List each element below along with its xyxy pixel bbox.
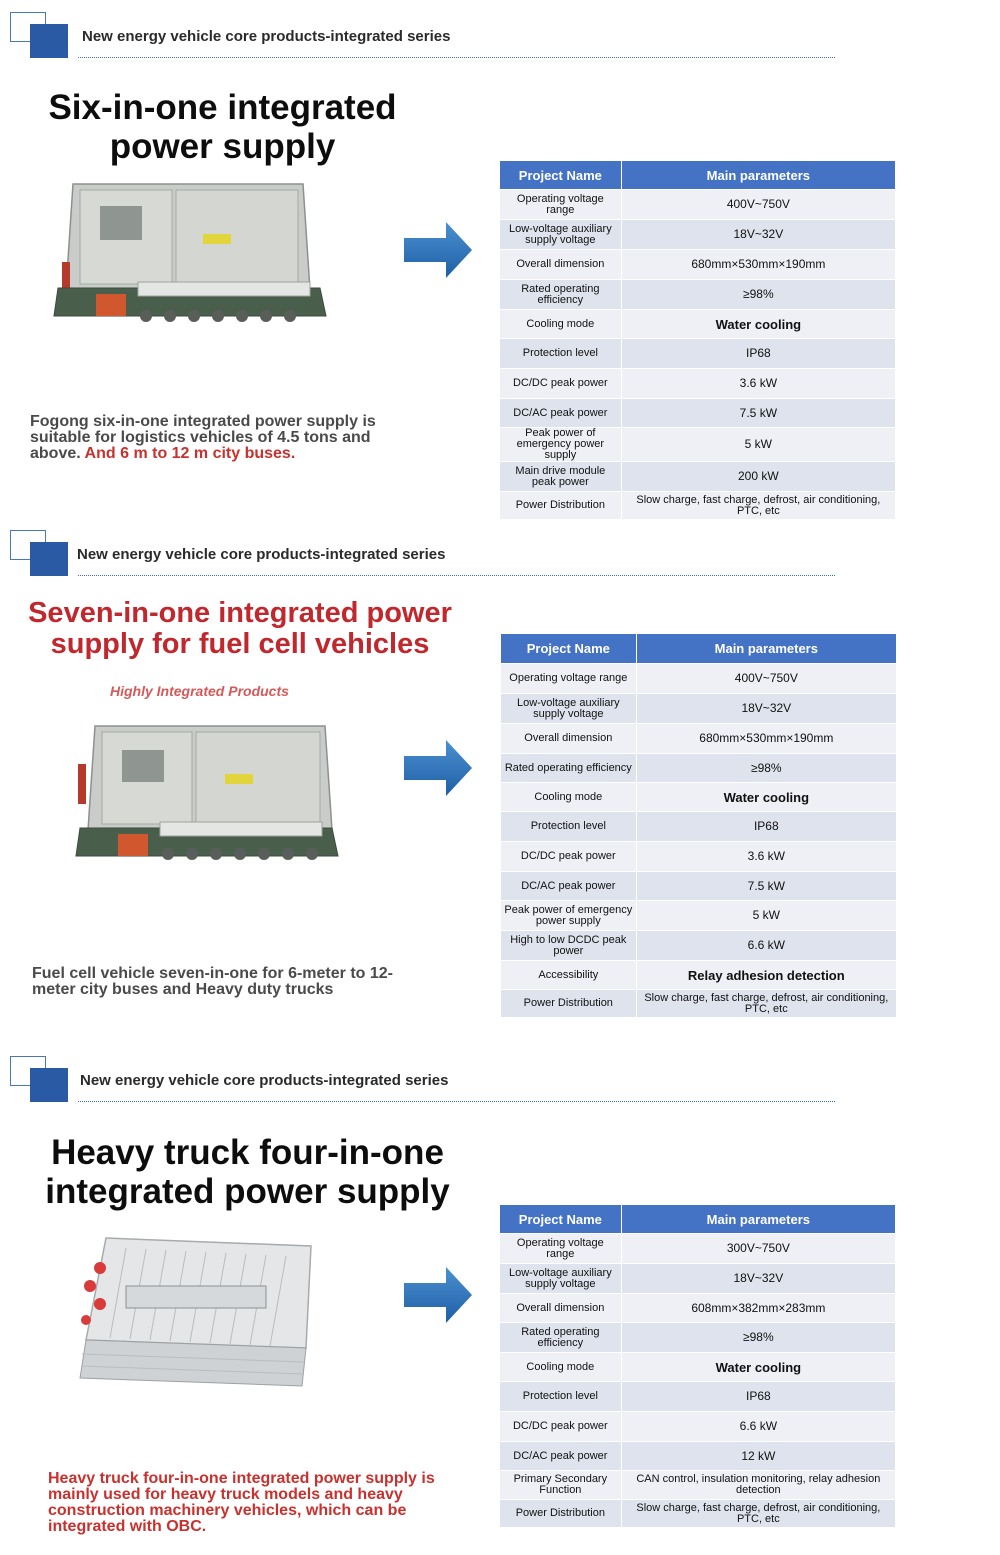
table-row-label: Power Distribution bbox=[500, 492, 622, 520]
table-row-label: DC/DC peak power bbox=[501, 842, 637, 872]
table-row-label: Low-voltage auxiliary supply voltage bbox=[500, 1264, 622, 1294]
table-row-value: 680mm×530mm×190mm bbox=[621, 250, 895, 280]
table-row-label: Low-voltage auxiliary supply voltage bbox=[500, 220, 622, 250]
table-header-project-name: Project Name bbox=[501, 634, 637, 664]
table-row-value: Water cooling bbox=[621, 1353, 895, 1382]
header-divider bbox=[78, 575, 835, 576]
six-in-one-product-image bbox=[48, 178, 348, 328]
table-row-label: Overall dimension bbox=[500, 250, 622, 280]
section-2-description: Fuel cell vehicle seven-in-one for 6-meter to 12-meter city buses and Heavy duty trucks bbox=[32, 965, 393, 998]
table-row-value: IP68 bbox=[636, 812, 896, 842]
table-row-value: 7.5 kW bbox=[636, 872, 896, 901]
section-1-params-table bbox=[499, 160, 896, 520]
table-row-value: Relay adhesion detection bbox=[636, 961, 896, 990]
table-row-label: DC/DC peak power bbox=[500, 369, 622, 399]
header-text: New energy vehicle core products-integrated series bbox=[77, 546, 446, 563]
section-1-description: Fogong six-in-one integrated power supply is suitable for logistics vehicles of 4.5 tons and above. And 6 m to 12 m city buses. bbox=[30, 413, 376, 462]
section-2-header bbox=[10, 530, 840, 580]
table-row-label: Main drive module peak power bbox=[500, 462, 622, 492]
section-1-title: Six-in-one integrated power supply bbox=[48, 88, 397, 167]
table-row-value: ≥98% bbox=[621, 280, 895, 310]
table-row-label: Cooling mode bbox=[500, 310, 622, 339]
table-row-value: 18V~32V bbox=[621, 1264, 895, 1294]
table-row-label: Cooling mode bbox=[501, 783, 637, 812]
table-row-label: Protection level bbox=[501, 812, 637, 842]
table-row-label: DC/AC peak power bbox=[500, 1442, 622, 1471]
table-row-value: IP68 bbox=[621, 339, 895, 369]
table-row-label: Rated operating efficiency bbox=[500, 1323, 622, 1353]
arrow-right-icon bbox=[404, 740, 474, 796]
section-3-title: Heavy truck four-in-one integrated power supply bbox=[45, 1133, 450, 1212]
section-2-title: Seven-in-one integrated power supply for fuel cell vehicles bbox=[28, 597, 452, 660]
table-row-label: Rated operating efficiency bbox=[500, 280, 622, 310]
table-row-value: 3.6 kW bbox=[636, 842, 896, 872]
table-row-label: Operating voltage range bbox=[501, 664, 637, 694]
table-row-value: 200 kW bbox=[621, 462, 895, 492]
table-row-value: Slow charge, fast charge, defrost, air conditioning, PTC, etc bbox=[621, 1500, 895, 1528]
table-header-main-parameters: Main parameters bbox=[636, 634, 896, 664]
table-row-label: Low-voltage auxiliary supply voltage bbox=[501, 694, 637, 724]
table-row-value: 400V~750V bbox=[636, 664, 896, 694]
table-row-value: 18V~32V bbox=[621, 220, 895, 250]
table-header-project-name: Project Name bbox=[500, 161, 622, 190]
table-row-label: DC/AC peak power bbox=[500, 399, 622, 428]
table-row-label: High to low DCDC peak power bbox=[501, 931, 637, 961]
arrow-right-icon bbox=[404, 1267, 474, 1323]
header-square-fill bbox=[30, 24, 68, 58]
header-text: New energy vehicle core products-integrated series bbox=[82, 28, 451, 45]
table-row-label: Power Distribution bbox=[500, 1500, 622, 1528]
arrow-right-icon bbox=[404, 222, 474, 278]
table-header-main-parameters: Main parameters bbox=[621, 161, 895, 190]
table-row-label: Accessibility bbox=[501, 961, 637, 990]
section-2-subtitle: Highly Integrated Products bbox=[110, 683, 289, 699]
table-row-label: Cooling mode bbox=[500, 1353, 622, 1382]
table-row-label: Peak power of emergency power supply bbox=[500, 428, 622, 462]
table-row-label: Operating voltage range bbox=[500, 1234, 622, 1264]
table-row-value: 3.6 kW bbox=[621, 369, 895, 399]
table-row-label: Rated operating efficiency bbox=[501, 754, 637, 783]
section-2-params-table bbox=[500, 633, 897, 1018]
table-row-label: Overall dimension bbox=[500, 1294, 622, 1323]
table-row-value: CAN control, insulation monitoring, relay adhesion detection bbox=[621, 1471, 895, 1500]
header-divider bbox=[78, 1101, 835, 1102]
header-text: New energy vehicle core products-integrated series bbox=[80, 1072, 449, 1089]
table-row-value: 5 kW bbox=[636, 901, 896, 931]
section-3-params-table bbox=[499, 1204, 896, 1528]
four-in-one-product-image bbox=[66, 1228, 326, 1398]
table-row-value: 680mm×530mm×190mm bbox=[636, 724, 896, 754]
table-row-value: ≥98% bbox=[636, 754, 896, 783]
table-header-project-name: Project Name bbox=[500, 1205, 622, 1234]
section-1-header bbox=[10, 12, 840, 62]
header-divider bbox=[78, 57, 835, 58]
section-3-header bbox=[10, 1056, 840, 1106]
table-row-value: Slow charge, fast charge, defrost, air conditioning, PTC, etc bbox=[621, 492, 895, 520]
table-row-label: Overall dimension bbox=[501, 724, 637, 754]
section-3-description: Heavy truck four-in-one integrated power supply is mainly used for heavy truck models and heavy construction machinery vehicles, which can be integrated with OBC. bbox=[48, 1470, 435, 1535]
table-row-value: ≥98% bbox=[621, 1323, 895, 1353]
table-header-main-parameters: Main parameters bbox=[621, 1205, 895, 1234]
table-row-label: Peak power of emergency power supply bbox=[501, 901, 637, 931]
table-row-value: 300V~750V bbox=[621, 1234, 895, 1264]
table-row-label: Protection level bbox=[500, 1382, 622, 1412]
table-row-value: Water cooling bbox=[621, 310, 895, 339]
table-row-label: Power Distribution bbox=[501, 990, 637, 1018]
table-row-label: Primary Secondary Function bbox=[500, 1471, 622, 1500]
table-row-value: 12 kW bbox=[621, 1442, 895, 1471]
table-row-value: Slow charge, fast charge, defrost, air conditioning, PTC, etc bbox=[636, 990, 896, 1018]
table-row-label: DC/AC peak power bbox=[501, 872, 637, 901]
table-row-value: 5 kW bbox=[621, 428, 895, 462]
table-row-value: 18V~32V bbox=[636, 694, 896, 724]
table-row-value: 6.6 kW bbox=[621, 1412, 895, 1442]
header-square-fill bbox=[30, 1068, 68, 1102]
table-row-value: IP68 bbox=[621, 1382, 895, 1412]
table-row-value: 7.5 kW bbox=[621, 399, 895, 428]
table-row-value: 608mm×382mm×283mm bbox=[621, 1294, 895, 1323]
table-row-value: 400V~750V bbox=[621, 190, 895, 220]
table-row-value: Water cooling bbox=[636, 783, 896, 812]
header-square-fill bbox=[30, 542, 68, 576]
table-row-label: Operating voltage range bbox=[500, 190, 622, 220]
table-row-value: 6.6 kW bbox=[636, 931, 896, 961]
seven-in-one-product-image bbox=[70, 720, 350, 870]
table-row-label: Protection level bbox=[500, 339, 622, 369]
table-row-label: DC/DC peak power bbox=[500, 1412, 622, 1442]
